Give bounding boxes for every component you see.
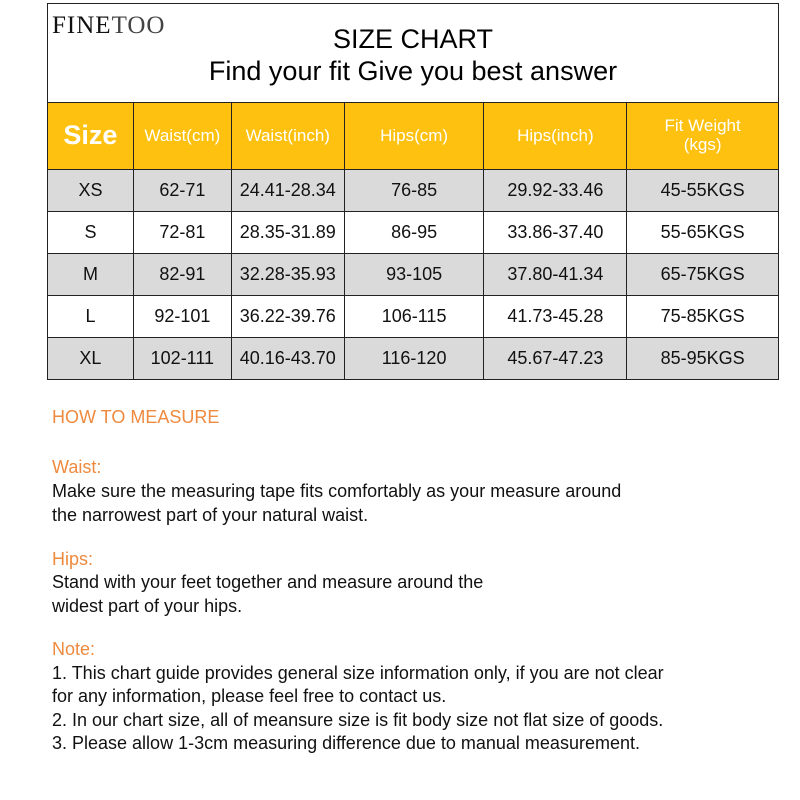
cell-weight: 45-55KGS — [627, 170, 779, 212]
waist-line-2: the narrowest part of your natural waist. — [52, 505, 369, 525]
cell-size: M — [48, 254, 134, 296]
cell-size: XS — [48, 170, 134, 212]
cell-hips-cm: 116-120 — [344, 338, 484, 380]
note-line-4: 3. Please allow 1-3cm measuring difference due to manual measurement. — [52, 733, 640, 753]
cell-hips-inch: 41.73-45.28 — [484, 296, 627, 338]
size-chart — [47, 3, 779, 376]
table-row — [48, 338, 779, 380]
cell-waist-inch: 24.41-28.34 — [231, 170, 344, 212]
cell-waist-inch: 36.22-39.76 — [231, 296, 344, 338]
header-hips-cm: Hips(cm) — [344, 103, 484, 170]
cell-size: XL — [48, 338, 134, 380]
cell-hips-inch: 29.92-33.46 — [484, 170, 627, 212]
note-line-2: for any information, please feel free to contact us. — [52, 686, 447, 706]
cell-waist-cm: 82-91 — [133, 254, 231, 296]
cell-waist-inch: 40.16-43.70 — [231, 338, 344, 380]
table-row — [48, 170, 779, 212]
brand-logo-bold: FINE — [52, 12, 112, 39]
cell-size: S — [48, 212, 134, 254]
chart-title: SIZE CHART — [332, 24, 494, 54]
hips-label: Hips: — [52, 549, 94, 569]
cell-waist-cm: 92-101 — [133, 296, 231, 338]
note-line-1: 1. This chart guide provides general size information only, if you are not clear — [52, 663, 664, 683]
cell-size: L — [48, 296, 134, 338]
cell-hips-cm: 86-95 — [344, 212, 484, 254]
header-hips-inch: Hips(inch) — [484, 103, 627, 170]
brand-logo-thin: TOO — [111, 12, 166, 39]
table-row — [48, 212, 779, 254]
cell-hips-cm: 106-115 — [344, 296, 484, 338]
cell-weight: 65-75KGS — [627, 254, 779, 296]
note-line-3: 2. In our chart size, all of meansure size is fit body size not flat size of goods. — [52, 710, 664, 730]
cell-waist-inch: 28.35-31.89 — [231, 212, 344, 254]
note-label: Note: — [52, 639, 96, 659]
size-table — [47, 102, 779, 380]
cell-waist-inch: 32.28-35.93 — [231, 254, 344, 296]
waist-label: Waist: — [52, 457, 102, 477]
header-waist-cm: Waist(cm) — [133, 103, 231, 170]
table-row — [48, 296, 779, 338]
cell-hips-inch: 37.80-41.34 — [484, 254, 627, 296]
header-fit-weight — [627, 103, 779, 170]
table-row — [48, 254, 779, 296]
cell-hips-cm: 76-85 — [344, 170, 484, 212]
cell-waist-cm: 62-71 — [133, 170, 231, 212]
cell-weight: 75-85KGS — [627, 296, 779, 338]
header-fit-weight-unit: (kgs) — [683, 135, 722, 154]
cell-hips-cm: 93-105 — [344, 254, 484, 296]
cell-hips-inch: 45.67-47.23 — [484, 338, 627, 380]
cell-weight: 55-65KGS — [627, 212, 779, 254]
cell-waist-cm: 72-81 — [133, 212, 231, 254]
hips-line-2: widest part of your hips. — [52, 596, 243, 616]
cell-weight: 85-95KGS — [627, 338, 779, 380]
chart-subtitle: Find your fit Give you best answer — [208, 56, 618, 86]
measure-heading: HOW TO MEASURE — [52, 407, 220, 427]
header-size: Size — [48, 103, 134, 170]
waist-line-1: Make sure the measuring tape fits comfortably as your measure around — [52, 481, 622, 501]
header-fit-weight-label: Fit Weight — [664, 116, 741, 136]
cell-hips-inch: 33.86-37.40 — [484, 212, 627, 254]
table-header-row — [48, 103, 779, 170]
header-waist-inch: Waist(inch) — [231, 103, 344, 170]
cell-waist-cm: 102-111 — [133, 338, 231, 380]
chart-header — [47, 3, 779, 102]
hips-line-1: Stand with your feet together and measure around the — [52, 572, 484, 592]
